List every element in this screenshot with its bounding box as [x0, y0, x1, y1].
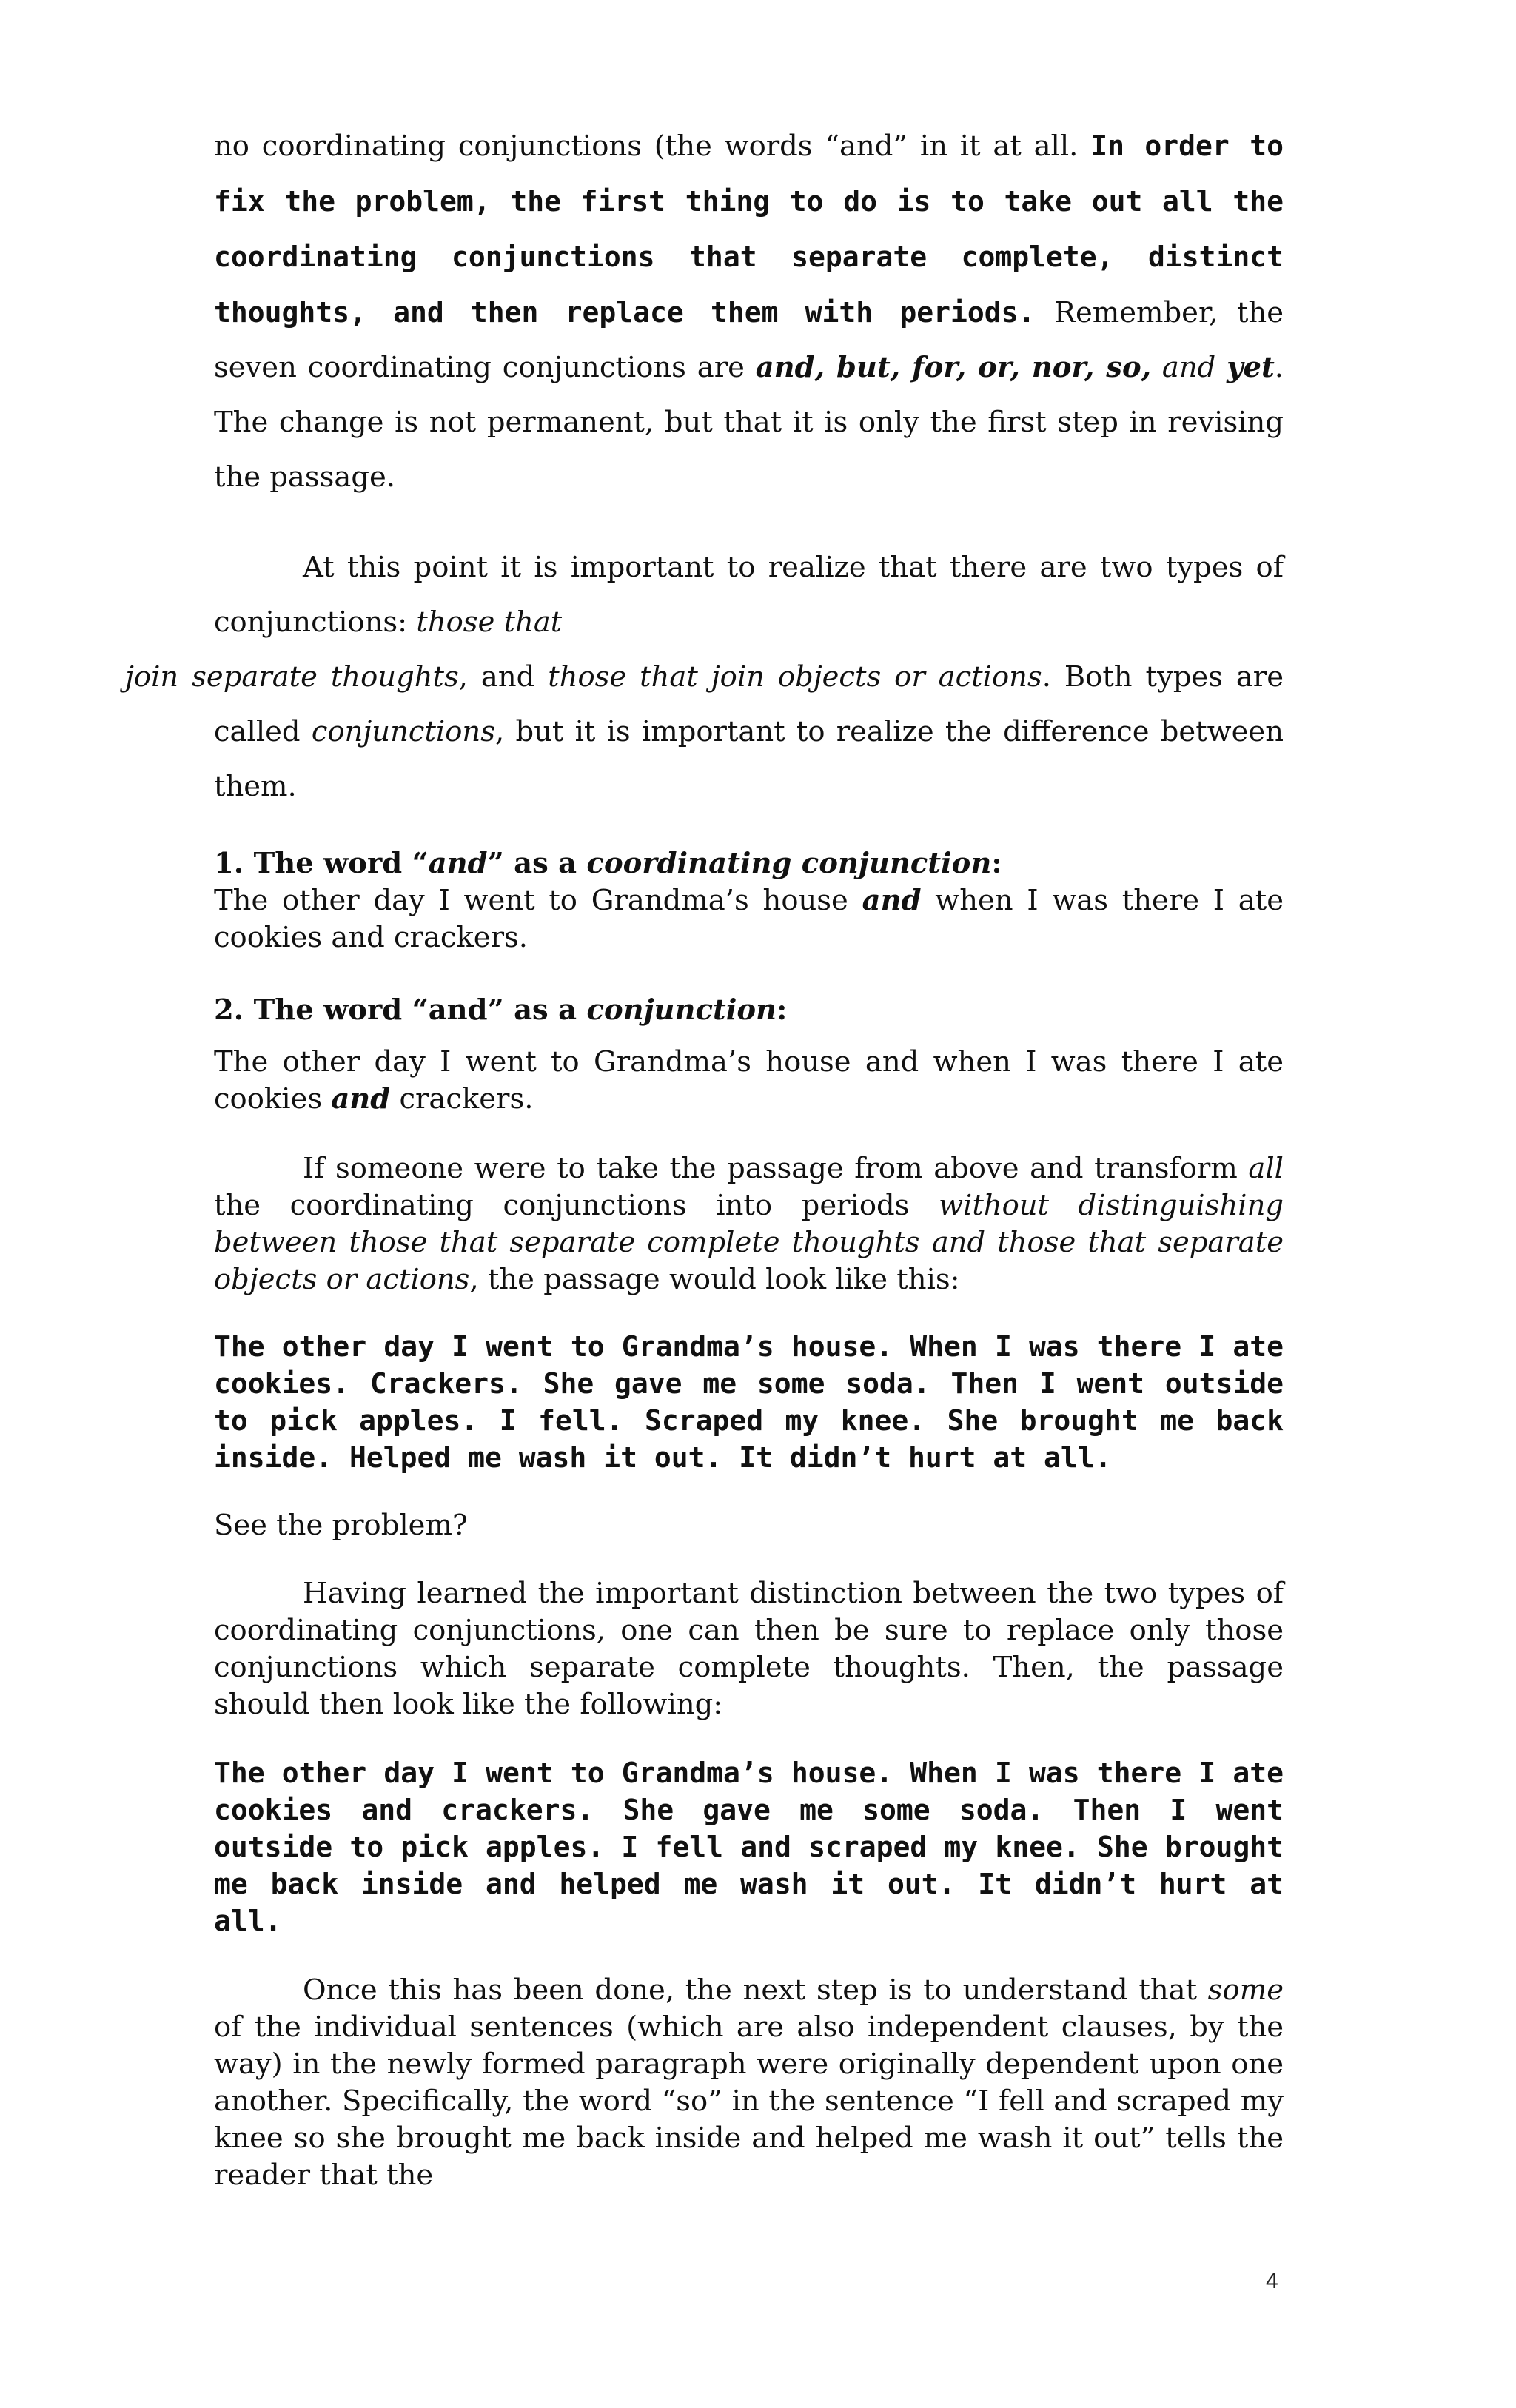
conjunction-list: and, but, for, or, nor, so, [755, 351, 1152, 384]
example-1-text: The other day I went to Grandma’s house and when I was there I ate cookies and crackers. [214, 884, 1284, 954]
example-2-text: The other day I went to Grandma’s house and when I was there I ate cookies and crackers. [214, 1045, 1284, 1116]
example-passage-wrong: The other day I went to Grandma’s house. When I was there I ate cookies. Crackers. She gave me some soda. Then I went outside to pick apples. I fell. Scraped my knee. She brought me back inside. Helped me wash it out. It didn’t hurt at all. [214, 1330, 1284, 1474]
example-1 [214, 845, 1284, 956]
paragraph-intro: no coordinating conjunctions (the words “and” in it at all. In order to fix the problem, the first thing to do is to take out all the coordinating conjunctions that separate complete, distinct thoughts, and then replace them with periods. Remember, the seven coordinating conjunctions are and, but, for, or, nor, so, and yet. The change is not permanent, but that it is only the first step in revising the passage. [214, 130, 1284, 494]
example-1-heading: 1. The word “and” as a coordinating conjunction: [214, 847, 1002, 880]
paragraph-distinction: Having learned the important distinction between the two types of coordinating conjunctions, one can then be sure to replace only those conjunctions which separate complete thoughts. Then, the passage should then look like the following: [214, 1577, 1284, 1721]
paragraph-next-step: Once this has been done, the next step is to understand that some of the individual sentences (which are also independent clauses, by the way) in the newly formed paragraph were originally dependent upon one another. Specifically, the word “so” in the sentence “I fell and scraped my knee so she brought me back inside and helped me wash it out” tells the reader that the [214, 1973, 1284, 2192]
example-2-heading: 2. The word “and” as a conjunction: [214, 993, 788, 1027]
bold-instruction: In order to fix the problem, the first thing to do is to take out all the coordinating conjunctions that separate complete, distinct thoughts, and then replace them with periods. [214, 130, 1284, 329]
example-passage-correct: The other day I went to Grandma’s house. When I was there I ate cookies and crackers. She gave me some soda. Then I went outside to pick apples. I fell and scraped my knee. She brought me back inside and helped me wash it out. It didn’t hurt at all. [214, 1757, 1284, 1937]
document-body [125, 118, 1284, 2194]
paragraph-two-types: At this point it is important to realize that there are two types of conjunctions: those that join separate thoughts, and those that join objects or actions. Both types are called conjunctions, but it is important to realize the difference between them. [125, 551, 1284, 803]
page-number: 4 [1266, 2269, 1278, 2293]
example-2 [214, 992, 1284, 1118]
see-the-problem: See the problem? [214, 1509, 468, 1542]
paragraph-transform: If someone were to take the passage from above and transform all the coordinating conjunctions into periods without distinguishing between those that separate complete thoughts and those that separate objects or actions, the passage would look like this: [214, 1152, 1284, 1296]
